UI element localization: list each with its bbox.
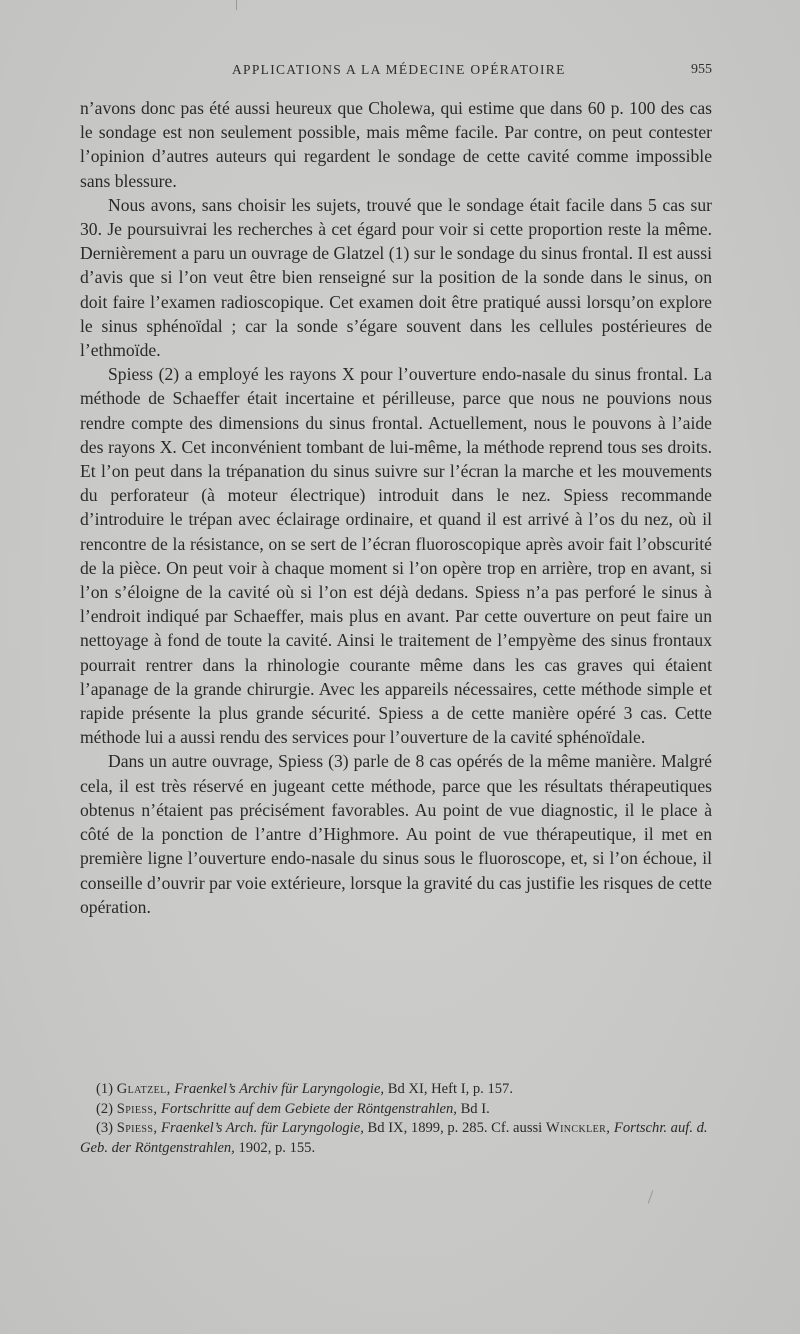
footnote-rest: Bd I. — [460, 1100, 490, 1117]
footnote-author: Spiess, — [116, 1120, 158, 1136]
footnote-title: Fraenkel’s Archiv für Laryngologie, — [174, 1081, 385, 1097]
scan-mark — [648, 1190, 654, 1203]
footnote-marker: (3) — [96, 1120, 114, 1136]
scan-mark — [236, 0, 237, 10]
footnote-title: Fortschritte auf dem Gebiete der Röntgenstrahlen, — [161, 1100, 457, 1117]
footnote-marker: (2) — [96, 1100, 114, 1117]
paragraph: Nous avons, sans choisir les sujets, trouvé que le sondage était facile dans 5 cas sur 30. Je poursuivrai les recherches à cet égard pour voir si cette proportion reste la même. Dernièrement a paru un ouvrage de Glatzel (1) sur le sondage du sinus frontal. Il est aussi d’avis que si l’on veut être bien renseigné sur la position de la sonde dans le sinus, on doit faire l’examen radioscopique. Cet examen doit être pratiqué aussi lorsqu’on explore le sinus sphénoïdal ; car la sonde s’égare souvent dans les cellules postérieures de l’ethmoïde. — [80, 194, 712, 361]
footnote-author: Glatzel, — [116, 1081, 171, 1097]
footnote-rest: Bd XI, Heft I, p. 157. — [387, 1081, 513, 1097]
body-text — [80, 96, 712, 919]
footnote-marker: (1) — [96, 1081, 114, 1097]
footnote-2 — [80, 1100, 730, 1120]
footnote-title: Fraenkel’s Arch. für Laryngologie, — [161, 1120, 364, 1136]
footnote-title-2: Fortschr. auf. d. Geb. der Röntgenstrahlen, — [80, 1120, 708, 1156]
footnote-author-2: Winckler, — [545, 1120, 611, 1136]
paragraph: Dans un autre ouvrage, Spiess (3) parle de 8 cas opérés de la même manière. Malgré cela, il est très réservé en jugeant cette méthode, parce que les résultats thérapeutiques obtenus n’étaient pas précisément favorables. Au point de vue diagnostic, il le place à côté de la ponction de l’antre d’Highmore. Au point de vue thérapeutique, il met en première ligne l’ouverture endo-nasale du sinus sous le fluoroscope, et, si l’on échoue, il conseille d’ouvrir par voie extérieure, lorsque la gravité du cas justifie les risques de cette opération. — [80, 751, 712, 917]
footnote-author: Spiess, — [116, 1100, 158, 1117]
page-number: 955 — [691, 62, 712, 77]
footnote-rest-2: 1902, p. 155. — [238, 1139, 316, 1156]
paragraph: n’avons donc pas été aussi heureux que Cholewa, qui estime que dans 60 p. 100 des cas le sondage est non seulement possible, mais même facile. Par contre, on peut contester l’opinion d’autres auteurs qui regardent le sondage de cette cavité comme impossible sans blessure. — [80, 98, 712, 191]
paragraph: Spiess (2) a employé les rayons X pour l’ouverture endo-nasale du sinus frontal. La méthode de Schaeffer était incertaine et périlleuse, parce que nous ne pouvions nous rendre compte des dimensions du sinus frontal. Actuellement, nous le pouvons à l’aide des rayons X. Cet inconvénient tombant de lui-même, la méthode reprend tous ses droits. Et l’on peut dans la trépanation du sinus suivre sur l’écran la marche et les mouvements du perforateur (à moteur électrique) introduit dans le nez. Spiess recommande d’introduire le trépan avec éclairage ordinaire, et quand il est arrivé à l’os du nez, où il rencontre de la résistance, on se sert de l’écran fluoroscopique après avoir fait l’obscurité de la pièce. On peut voir à chaque moment si l’on opère trop en arrière, trop en avant, si l’on s’éloigne de la cavité où si l’on est déjà dedans. Spiess n’a pas perforé le sinus à l’endroit indiqué par Schaeffer, mais plus en avant. Par cette ouverture on peut faire un nettoyage à fond de toute la cavité. Ainsi le traitement de l’empyème des sinus frontaux pourrait rentrer dans la rhinologie courante même dans les cas graves qui étaient l’apanage de la grande chirurgie. Avec les appareils nécessaires, cette méthode simple et rapide présente la plus grande sécurité. Spiess a de cette manière opéré 3 cas. Cette méthode lui a aussi rendu des services pour l’ouverture de la cavité sphénoïdale. — [80, 364, 712, 748]
running-title: APPLICATIONS A LA MÉDECINE OPÉRATOIRE — [232, 62, 566, 77]
footnotes — [80, 1080, 730, 1158]
footnote-1 — [80, 1080, 730, 1100]
footnote-rest: Bd IX, 1899, p. 285. Cf. aussi — [367, 1120, 543, 1136]
footnote-3 — [80, 1119, 730, 1158]
